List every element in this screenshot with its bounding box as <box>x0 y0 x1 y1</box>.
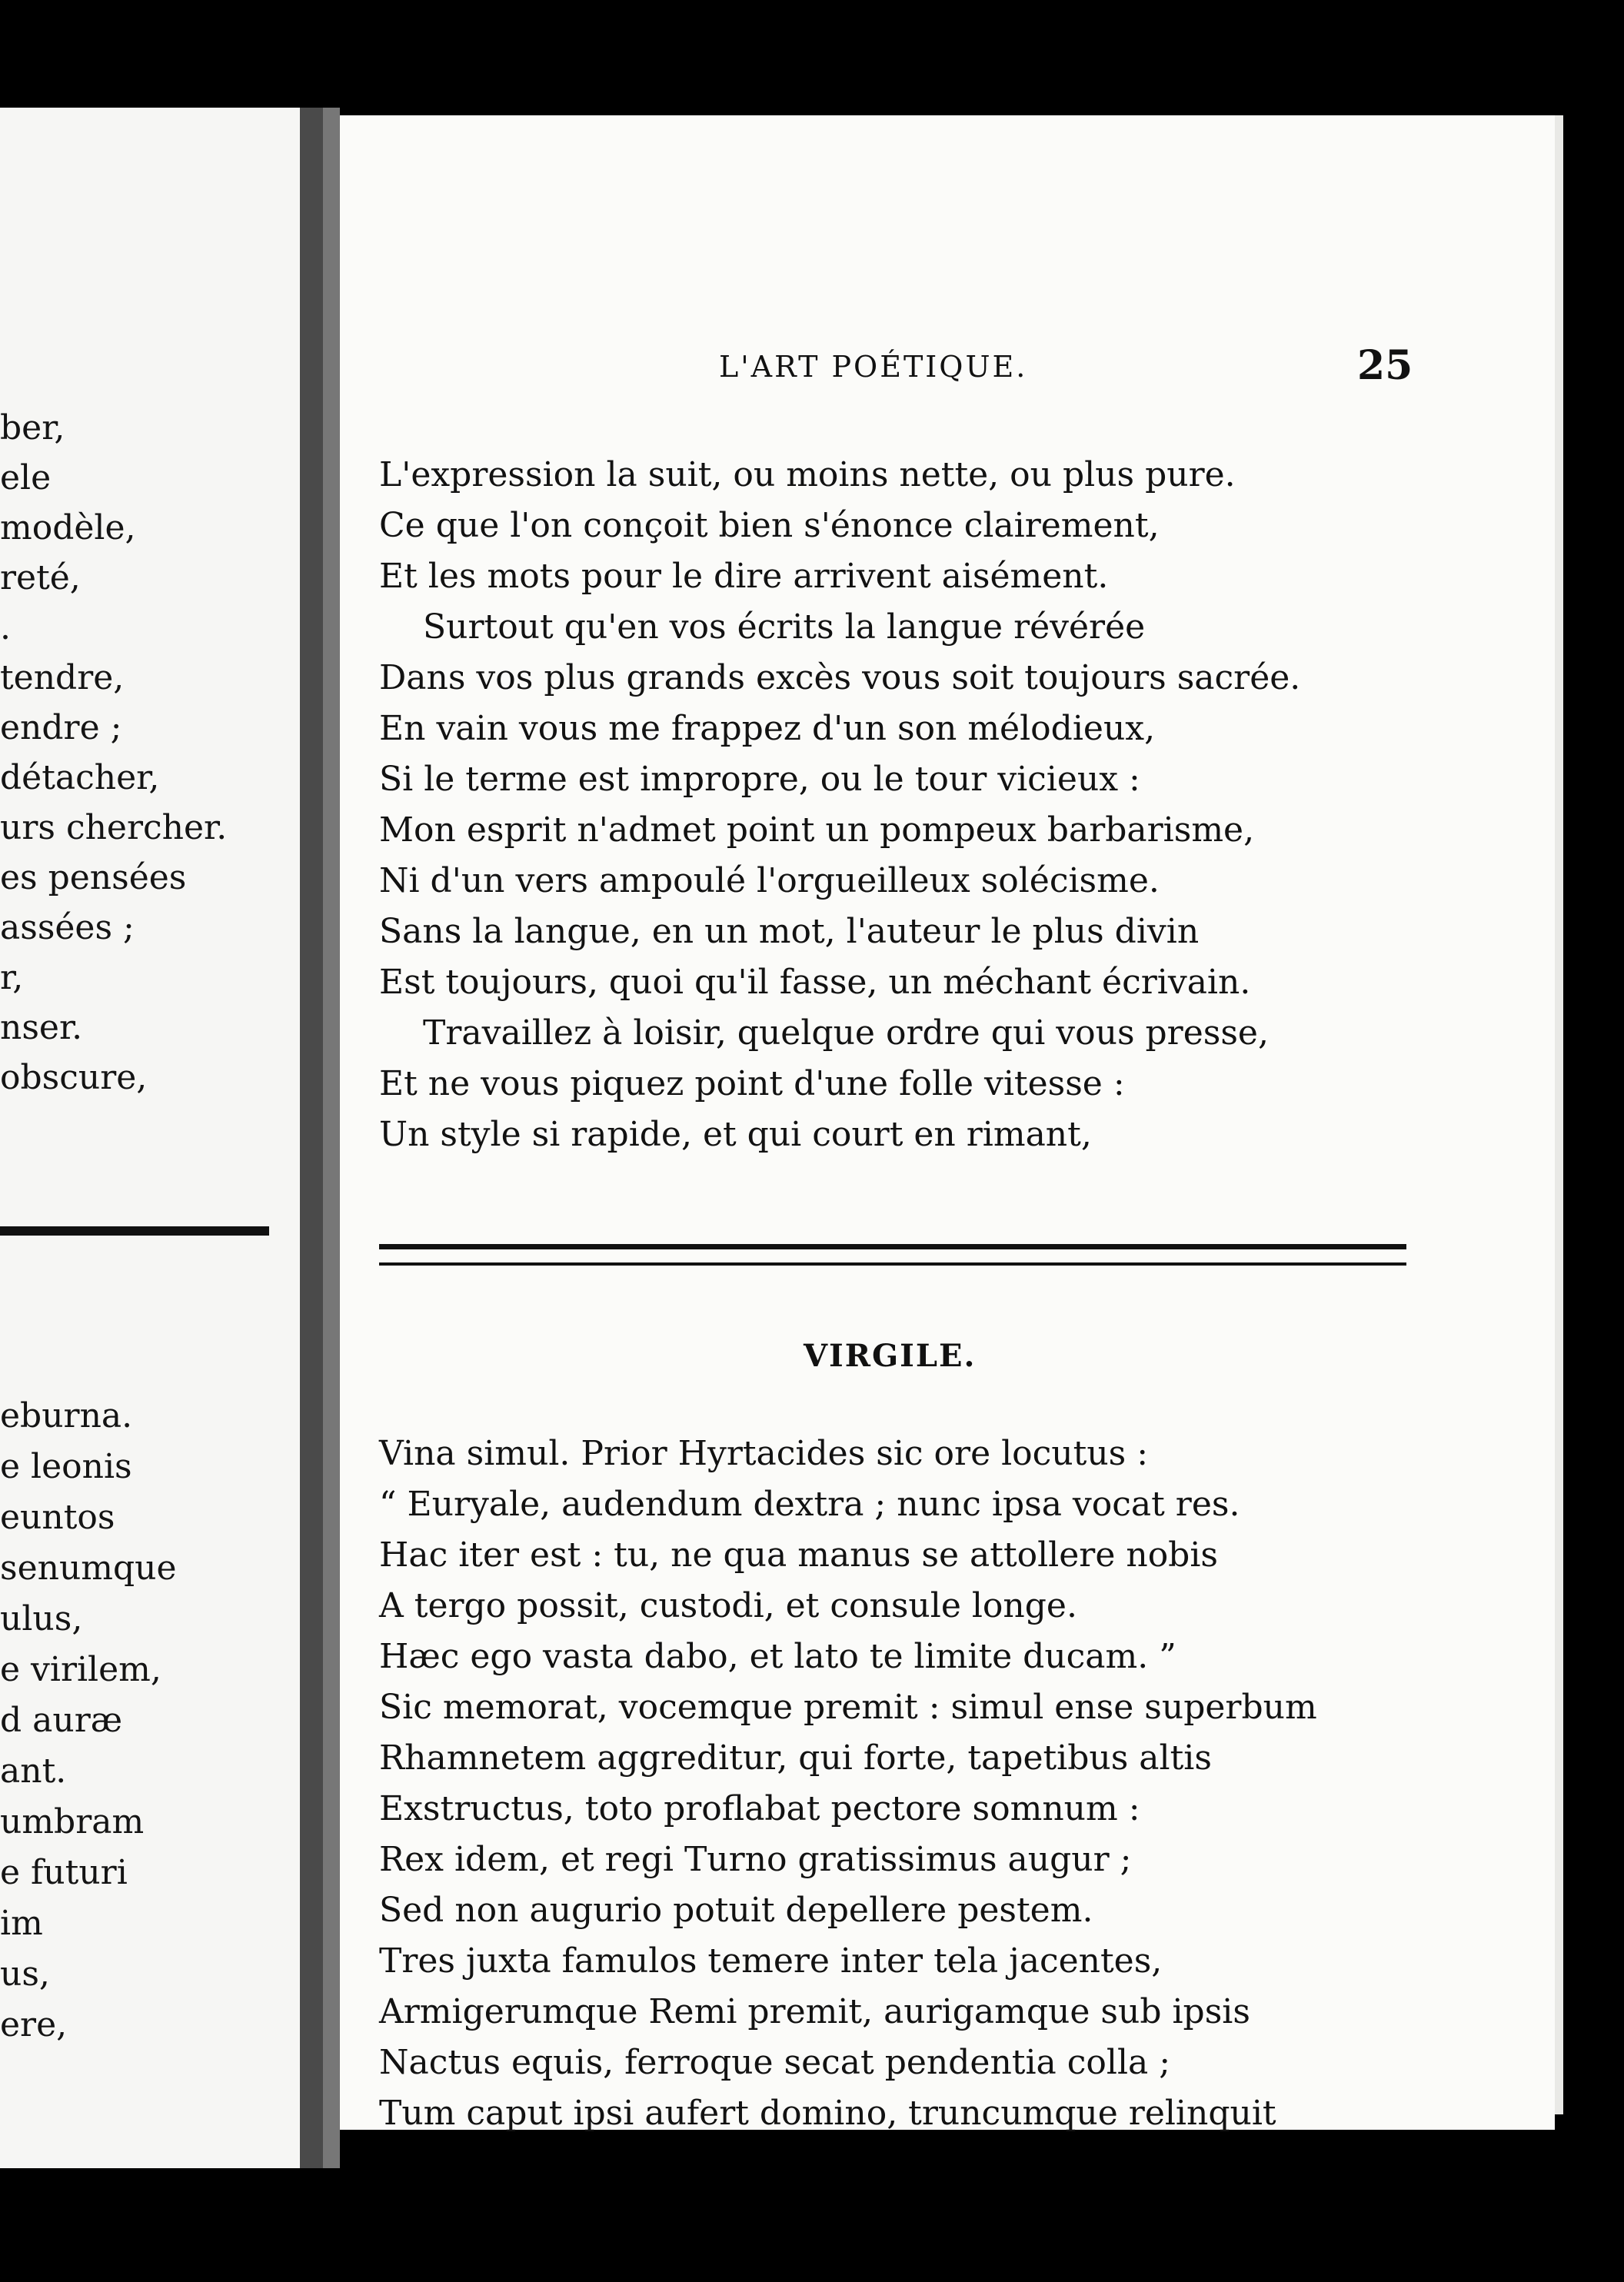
running-head: L'ART POÉTIQUE. <box>719 350 1028 384</box>
left-page-line: euntos <box>0 1498 115 1537</box>
verse-line: Tres juxta famulos temere inter tela jacentes, <box>379 1941 1163 1981</box>
verse-line: A tergo possit, custodi, et consule longe. <box>379 1586 1077 1625</box>
left-page-line: obscure, <box>0 1058 148 1097</box>
verse-line: Exstructus, toto proflabat pectore somnum : <box>379 1789 1140 1828</box>
verse-line: Mon esprit n'admet point un pompeux barbarisme, <box>379 810 1255 850</box>
left-page-line: e futuri <box>0 1853 128 1892</box>
verse-line: Et ne vous piquez point d'une folle vitesse : <box>379 1064 1125 1103</box>
left-page-line: modèle, <box>0 508 136 547</box>
left-page-line: us, <box>0 1954 50 1994</box>
left-page-gutter-shadow <box>300 108 323 2168</box>
left-page-line: umbram <box>0 1802 145 1841</box>
left-page-line: ant. <box>0 1751 67 1791</box>
verse-line: Un style si rapide, et qui court en rimant, <box>379 1115 1092 1154</box>
verse-line: Armigerumque Remi premit, aurigamque sub ipsis <box>379 1992 1250 2031</box>
left-page-line: senumque <box>0 1548 177 1588</box>
verse-line: Nactus equis, ferroque secat pendentia colla ; <box>379 2043 1171 2082</box>
section-rule-thick <box>379 1244 1406 1249</box>
left-page-rule <box>0 1226 269 1236</box>
left-page-line: ere, <box>0 2005 68 2044</box>
verse-line: “ Euryale, audendum dextra ; nunc ipsa vocat res. <box>379 1485 1240 1524</box>
verse-line: Si le terme est impropre, ou le tour vicieux : <box>379 760 1140 799</box>
section-title-virgile: VIRGILE. <box>804 1338 977 1374</box>
left-page <box>0 108 323 2168</box>
section-rule-thin <box>379 1262 1406 1266</box>
left-page-line: im <box>0 1904 43 1943</box>
left-page-line: assées ; <box>0 908 135 947</box>
verse-line: Et les mots pour le dire arrivent aisément. <box>379 557 1109 596</box>
verse-line: Vina simul. Prior Hyrtacides sic ore locutus : <box>379 1434 1149 1473</box>
left-page-line: tendre, <box>0 658 125 697</box>
verse-line: Dans vos plus grands excès vous soit toujours sacrée. <box>379 658 1301 697</box>
verse-line: Sans la langue, en un mot, l'auteur le plus divin <box>379 912 1200 951</box>
page-number: 25 <box>1357 342 1413 389</box>
left-page-line: nser. <box>0 1008 83 1047</box>
verse-line: Sic memorat, vocemque premit : simul ense superbum <box>379 1688 1317 1727</box>
left-page-line: . <box>0 608 11 647</box>
verse-line: Travaillez à loisir, quelque ordre qui vous presse, <box>423 1013 1269 1053</box>
left-page-line: détacher, <box>0 758 160 797</box>
left-page-line: endre ; <box>0 708 122 747</box>
verse-line: Ce que l'on conçoit bien s'énonce clairement, <box>379 506 1160 545</box>
verse-line: Est toujours, quoi qu'il fasse, un méchant écrivain. <box>379 963 1251 1002</box>
left-page-line: reté, <box>0 558 81 597</box>
book-spine <box>323 108 340 2168</box>
verse-line: Tum caput ipsi aufert domino, truncumque relinquit <box>379 2094 1276 2133</box>
left-page-line: e leonis <box>0 1447 132 1486</box>
verse-line: Ni d'un vers ampoulé l'orgueilleux solécisme. <box>379 861 1160 900</box>
verse-line: Hæc ego vasta dabo, et lato te limite ducam. ” <box>379 1637 1176 1676</box>
verse-line: Rex idem, et regi Turno gratissimus augur ; <box>379 1840 1132 1879</box>
left-page-line: eburna. <box>0 1396 133 1435</box>
verse-line: Hac iter est : tu, ne qua manus se attollere nobis <box>379 1535 1218 1575</box>
left-page-line: ulus, <box>0 1599 83 1638</box>
left-page-line: urs chercher. <box>0 808 228 847</box>
verse-line: Rhamnetem aggreditur, qui forte, tapetibus altis <box>379 1738 1212 1778</box>
left-page-line: r, <box>0 958 24 997</box>
verse-line: Sed non augurio potuit depellere pestem. <box>379 1891 1093 1930</box>
verse-line: Surtout qu'en vos écrits la langue révérée <box>423 607 1146 647</box>
left-page-line: e virilem, <box>0 1650 161 1689</box>
left-page-line: ele <box>0 458 52 497</box>
verse-line: L'expression la suit, ou moins nette, ou plus pure. <box>379 455 1236 494</box>
verse-line: En vain vous me frappez d'un son mélodieux, <box>379 709 1156 748</box>
left-page-line: es pensées <box>0 858 187 897</box>
left-page-line: ber, <box>0 408 65 447</box>
left-page-line: d auræ <box>0 1701 123 1740</box>
